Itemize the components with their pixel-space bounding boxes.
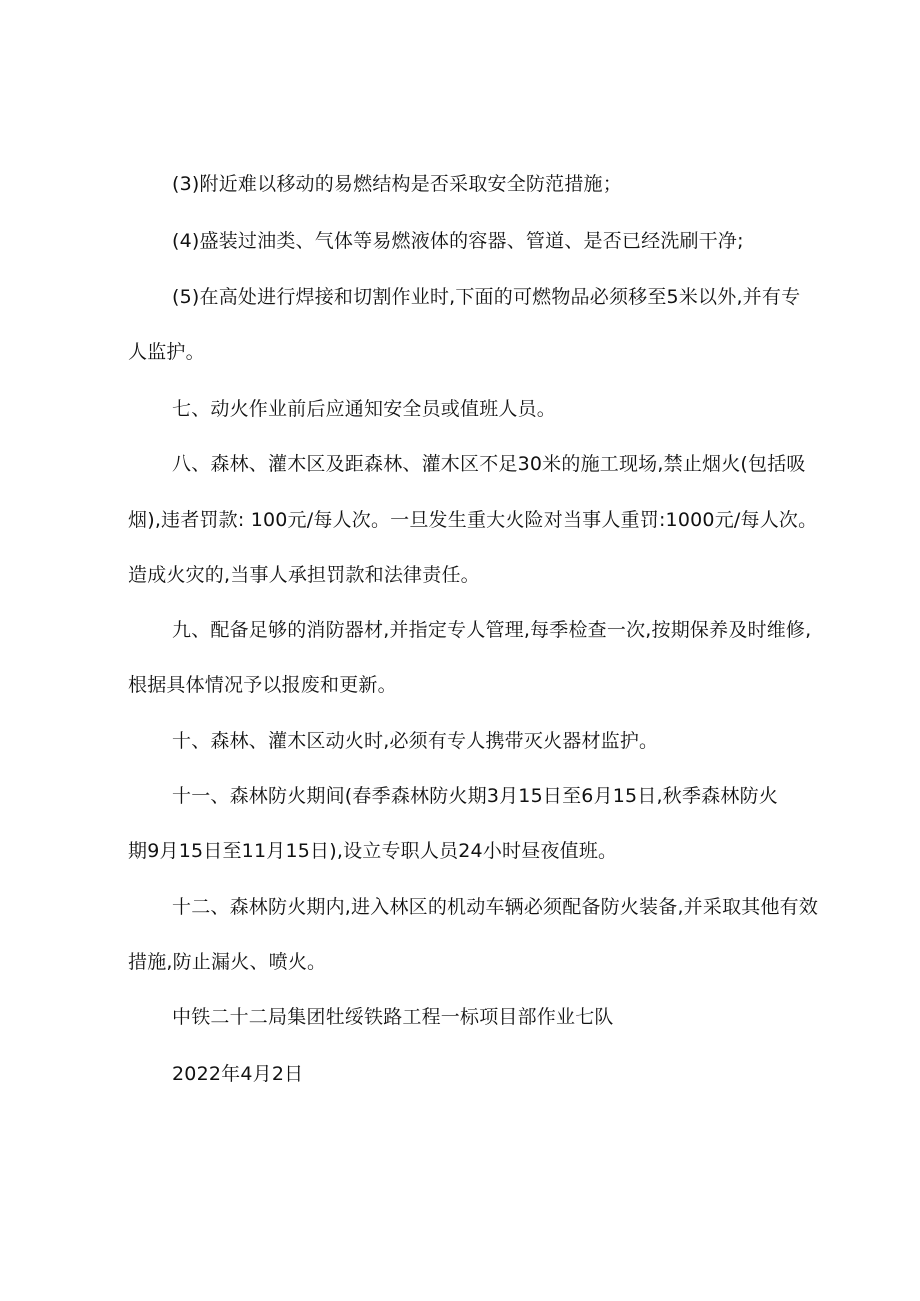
item-5-line-2: 人监护。: [128, 341, 205, 363]
item-4-line: (4)盛装过油类、气体等易燃液体的容器、管道、是否已经洗刷干净;: [172, 230, 744, 252]
clause-12-line-1: 十二、森林防火期内,进入林区的机动车辆必须配备防火装备,并采取其他有效: [172, 896, 819, 918]
clause-11-line-2: 期9月15日至11月15日),设立专职人员24小时昼夜值班。: [128, 840, 618, 862]
clause-8-line-1: 八、森林、灌木区及距森林、灌木区不足30米的施工现场,禁止烟火(包括吸: [172, 453, 806, 475]
clause-8-line-3: 造成火灾的,当事人承担罚款和法律责任。: [128, 564, 480, 586]
item-5-line-1: (5)在高处进行焊接和切割作业时,下面的可燃物品必须移至5米以外,并有专: [172, 286, 801, 308]
clause-10-line: 十、森林、灌木区动火时,必须有专人携带灭火器材监护。: [172, 730, 659, 752]
item-3-line: (3)附近难以移动的易燃结构是否采取安全防范措施；: [172, 173, 622, 195]
clause-12-line-2: 措施,防止漏火、喷火。: [128, 951, 327, 973]
clause-9-line-1: 九、配备足够的消防器材,并指定专人管理,每季检查一次,按期保养及时维修,: [172, 619, 812, 641]
clause-11-line-1: 十一、森林防火期间(春季森林防火期3月15日至6月15日,秋季森林防火: [172, 785, 778, 807]
signature-date: 2022年4月2日: [172, 1063, 304, 1085]
clause-8-line-2: 烟),违者罚款: 100元/每人次。一旦发生重大火险对当事人重罚:1000元/每人次。: [128, 509, 818, 531]
clause-9-line-2: 根据具体情况予以报废和更新。: [128, 674, 397, 696]
signature-organization: 中铁二十二局集团牡绥铁路工程一标项目部作业七队: [172, 1006, 614, 1028]
clause-7-line: 七、动火作业前后应通知安全员或值班人员。: [172, 398, 557, 420]
